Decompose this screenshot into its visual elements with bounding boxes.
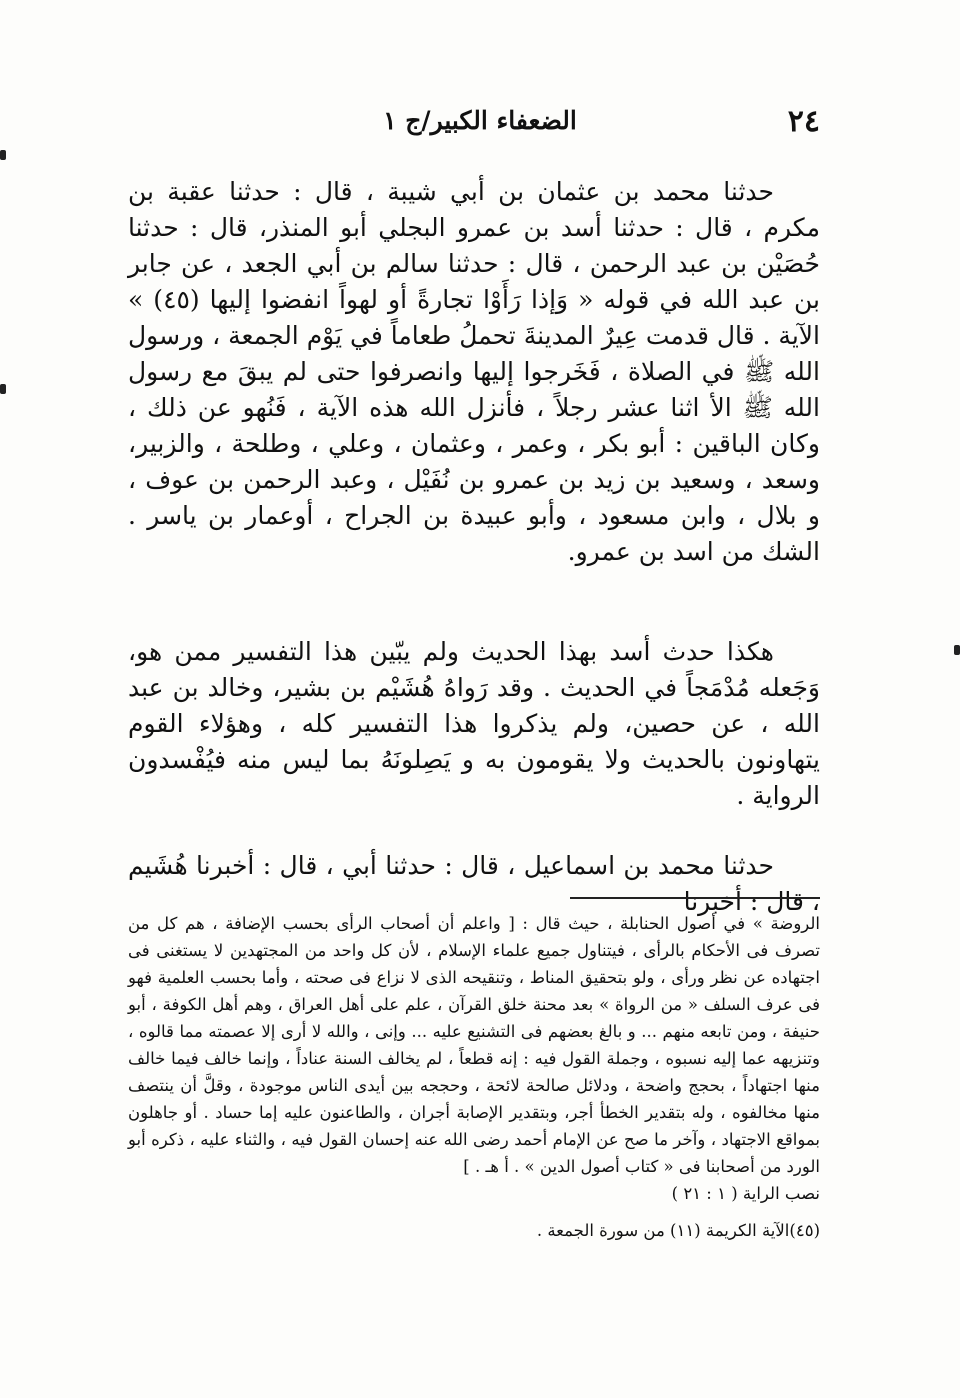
- scan-margin-mark: [954, 645, 960, 655]
- scan-margin-mark: [0, 150, 6, 160]
- paragraph-hadith-jabir: حدثنا محمد بن عثمان بن أبي شيبة ، قال : حدثنا عقبة بن مكرم ، قال : حدثنا أسد بن عمرو البجلي أبو المنذر، قال : حدثنا حُصَيْن بن عبد الرحمن ، قال : حدثنا سالم بن أبي الجعد ، عن جابر بن عبد الله في قوله « وَإذا رَأَوْا تجارةً أو لهواً انفضوا إليها (٤٥) » الآية . قال قدمت عِيرٌ المدينةَ تحملُ طعاماً في يَوْم الجمعة ، ورسول الله ﷺ في الصلاة ، فَخَرجوا إليها وانصرفوا حتى لم يبقَ مع رسول الله ﷺ الأ اثنا عشر رجلاً ، فأنزل الله هذه الآية ، فَنُهو عن ذلك ، وكان الباقين : أبو بكر ، وعمر ، وعثمان ، وعلي ، وطلحة ، والزبير، وسعد ، وسعيد بن زيد بن عمرو بن نُفَيْل ، وعبد الرحمن بن عوف ، و بلال ، وابن مسعود ، وأبو عبيدة بن الجراح ، أوعمار بن ياسر . الشك من اسد بن عمرو.: [128, 177, 820, 566]
- footnotes: [128, 910, 820, 1244]
- footnote-45: (٤٥)الآية الكريمة (١١) من سورة الجمعة .: [536, 1221, 820, 1240]
- paragraph-isnad-continues: حدثنا محمد بن اسماعيل ، قال : حدثنا أبي ، قال : أخبرنا هُشَيم ، قال : أخبرنا: [128, 851, 820, 916]
- page-number: ٢٤: [787, 104, 820, 139]
- page-header: [140, 100, 820, 144]
- footnote-continuation: الروضة » في أصول الحنابلة ، حيث قال : [ واعلم أن أصحاب الرأى بحسب الإضافة ، هم كل من تصرف فى الأحكام بالرأى ، فيتناول جميع علماء الإسلام ، لأن كل واحد من المجتهدين لا يستغنى فى اجتهاده عن نظر ورأى ، ولو بتحقيق المناط ، وتنقيحه الذى لا نزاع فى صحته ، وأما بحسب العلمية فهو فى عرف السلف « من الرواة » بعد محنة خلق القرآن ، علم على أهل العراق ، وهم أهل الكوفة ، أبو حنيفة ، ومن تابعه منهم ... و بالغ بعضهم فى التشنيع عليه ... وإنى ، والله لا أرى إلا عصمته مما قالوه ، وتنزيهه عما إليه نسبوه ، وجملة القول فيه : إنه قطعاً ، لم يخالف السنة عناداً ، وإنما خالف فيما خالف منها اجتهاداً ، بحجج واضحة ، ودلائل صالحة لائحة ، وحججه بين أيدى الناس موجودة ، وقلَّ أن ينتصف منها مخالفوه ، وله بتقدير الخطأ أجر، وبتقدير الإصابة أجران ، والطاعنون عليه إما حساد . أو جاهلون بمواقع الاجتهاد ، وآخر ما صح عن الإمام أحمد رضى الله عنه إحسان القول فيه ، والثناء عليه ، ذكره أبو الورد من أصحابنا فى « كتاب أصول الدين » . أ هـ . ]: [128, 914, 820, 1176]
- main-text: [128, 174, 820, 920]
- footnote-separator: [570, 897, 820, 899]
- running-title: الضعفاء الكبير/ج ١: [383, 106, 577, 135]
- paragraph-commentary: هكذا حدث أسد بهذا الحديث ولم يبّين هذا التفسير ممن هو، وَجَعله مُدْمَجاً في الحديث . وقد رَواهُ هُشَيْم بن بشير، وخالد بن عبد الله ، عن حصين، ولم يذكروا هذا التفسير كله ، وهؤلاء القوم يتهاونون بالحديث ولا يقومون به و يَصِلونَهُ بما ليس منه فيُفْسدون الرواية .: [128, 637, 820, 810]
- scan-margin-mark: [0, 384, 6, 394]
- footnote-source-reference: نصب الراية ( ١ : ٢١ ): [671, 1184, 820, 1203]
